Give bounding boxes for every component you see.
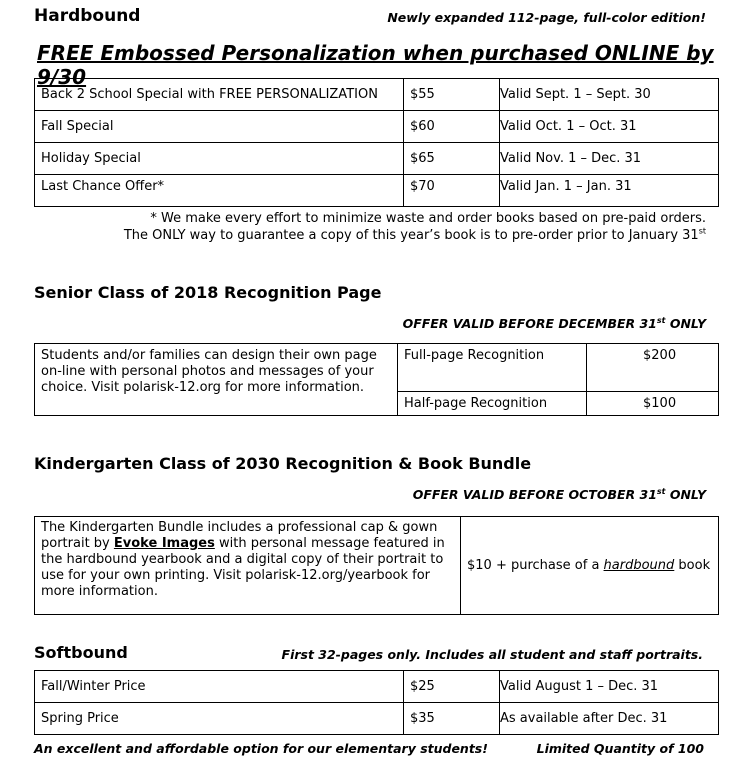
description-text-end: with personal message featured in the hardbound yearbook and a digital copy of their portrait to use for your own printing. Visit polarisk-12.org/yearbook for more information. xyxy=(41,536,445,599)
softbound-footer-left: An excellent and affordable option for our elementary students! xyxy=(34,741,488,756)
offer-name: Fall Special xyxy=(35,111,404,143)
evoke-images-link[interactable]: Evoke Images xyxy=(113,536,215,551)
offer-validity: Valid August 1 – Dec. 31 xyxy=(500,671,719,703)
softbound-note: First 32-pages only. Includes all student and staff portraits. xyxy=(281,647,703,662)
offer-price: $35 xyxy=(404,703,500,735)
kindergarten-offer-note xyxy=(413,487,706,502)
offer-validity: Valid Jan. 1 – Jan. 31 xyxy=(500,175,719,207)
hardbound-price-table xyxy=(34,78,719,207)
table-row xyxy=(35,111,719,143)
offer-validity: Valid Nov. 1 – Dec. 31 xyxy=(500,143,719,175)
offer-price: $70 xyxy=(404,175,500,207)
table-row xyxy=(35,671,719,703)
kindergarten-price xyxy=(461,517,719,615)
kindergarten-section-title: Kindergarten Class of 2030 Recognition & Book Bundle xyxy=(34,454,532,473)
price-text: $10 + purchase of a xyxy=(467,558,604,573)
senior-recognition-table xyxy=(34,343,719,416)
footnote-text: The ONLY way to guarantee a copy of this year’s book is to pre-order prior to January 31 xyxy=(123,228,699,243)
table-row xyxy=(35,344,719,392)
senior-section-title: Senior Class of 2018 Recognition Page xyxy=(34,283,382,302)
senior-offer-note xyxy=(403,316,706,331)
offer-validity: As available after Dec. 31 xyxy=(500,703,719,735)
hardbound-title: Hardbound xyxy=(34,6,141,26)
offer-price: $65 xyxy=(404,143,500,175)
offer-name: Fall/Winter Price xyxy=(35,671,404,703)
offer-name: Spring Price xyxy=(35,703,404,735)
offer-validity: Valid Sept. 1 – Sept. 30 xyxy=(500,79,719,111)
offer-text: OFFER VALID BEFORE DECEMBER 31 xyxy=(402,316,657,331)
senior-description: Students and/or families can design their own page on-line with personal photos and messages of your choice. Visit polarisk-12.org for more information. xyxy=(35,344,398,416)
table-row xyxy=(35,703,719,735)
table-row xyxy=(35,143,719,175)
kindergarten-bundle-table xyxy=(34,516,719,615)
description-text: The Kindergarten Bundle includes a professional cap & gown portrait by xyxy=(41,520,438,551)
price-text-end: book xyxy=(674,558,711,573)
offer-name: Back 2 School Special with FREE PERSONALIZATION xyxy=(35,79,404,111)
kindergarten-description xyxy=(35,517,461,615)
table-row xyxy=(35,517,719,615)
superscript: st xyxy=(698,226,706,236)
footnote-line-2 xyxy=(124,228,706,243)
offer-text: OFFER VALID BEFORE OCTOBER 31 xyxy=(412,487,657,502)
superscript: st xyxy=(656,486,666,496)
offer-price: $55 xyxy=(404,79,500,111)
hardbound-edition-note: Newly expanded 112-page, full-color edition! xyxy=(387,10,706,25)
table-row xyxy=(35,175,719,207)
offer-text-end: ONLY xyxy=(665,487,706,502)
softbound-price-table xyxy=(34,670,719,735)
offer-validity: Valid Oct. 1 – Oct. 31 xyxy=(500,111,719,143)
superscript: st xyxy=(656,315,666,325)
option-name: Half-page Recognition xyxy=(398,392,587,416)
option-price: $100 xyxy=(587,392,719,416)
option-price: $200 xyxy=(587,344,719,392)
offer-name: Holiday Special xyxy=(35,143,404,175)
softbound-title: Softbound xyxy=(34,643,128,662)
offer-price: $60 xyxy=(404,111,500,143)
offer-price: $25 xyxy=(404,671,500,703)
offer-text-end: ONLY xyxy=(665,316,706,331)
softbound-footer-right: Limited Quantity of 100 xyxy=(536,741,704,756)
hardbound-emphasis: hardbound xyxy=(603,558,675,573)
personalization-banner: FREE Embossed Personalization when purchased ONLINE by 9/30 xyxy=(37,41,714,89)
footnote-line-1: * We make every effort to minimize waste and order books based on pre-paid orders. xyxy=(150,211,706,226)
table-row xyxy=(35,79,719,111)
offer-name: Last Chance Offer* xyxy=(35,175,404,207)
option-name: Full-page Recognition xyxy=(398,344,587,392)
